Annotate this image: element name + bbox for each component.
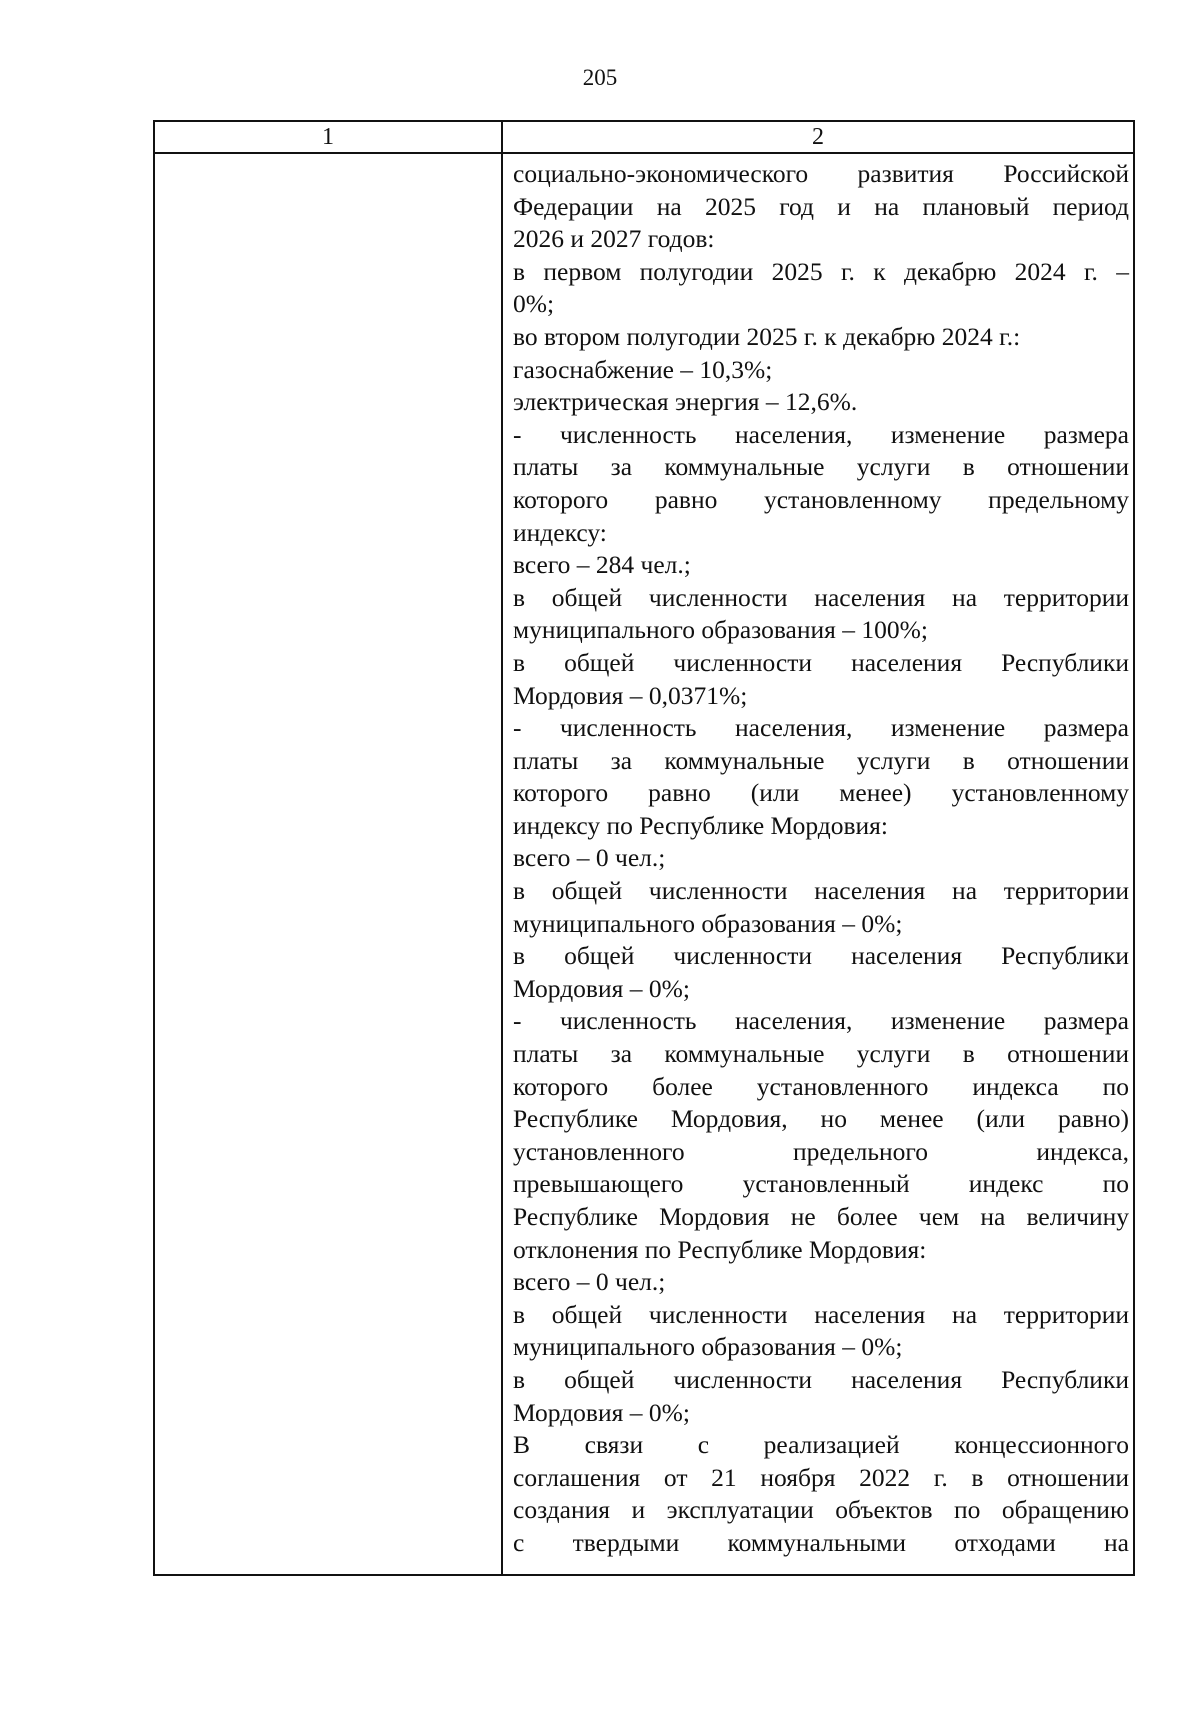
- text-line: платы за коммунальные услуги в отношении: [513, 745, 1129, 775]
- text-line: отклонения по Республике Мордовия:: [513, 1234, 927, 1264]
- text-line: платы за коммунальные услуги в отношении: [513, 452, 1129, 482]
- text-line: с твердыми коммунальными отходами на: [513, 1527, 1129, 1557]
- text-line: 2026 и 2027 годов:: [513, 224, 715, 254]
- text-line: Мордовия – 0%;: [513, 973, 690, 1003]
- text-line: платы за коммунальные услуги в отношении: [513, 1039, 1129, 1069]
- text-line: всего – 0 чел.;: [513, 843, 666, 873]
- column-2-body: [513, 158, 1129, 1560]
- text-line: в общей численности населения на территории: [513, 876, 1129, 906]
- text-line: создания и эксплуатации объектов по обращению: [513, 1495, 1129, 1525]
- text-line: Мордовия – 0,0371%;: [513, 680, 748, 710]
- column-divider: [501, 122, 503, 1574]
- text-line: муниципального образования – 0%;: [513, 908, 903, 938]
- text-line: Мордовия – 0%;: [513, 1397, 690, 1427]
- text-line: - численность населения, изменение размера: [513, 419, 1129, 449]
- text-line: - численность населения, изменение размера: [513, 1006, 1129, 1036]
- text-line: во втором полугодии 2025 г. к декабрю 2024 г.:: [513, 321, 1021, 351]
- text-line: 0%;: [513, 289, 555, 319]
- document-table: [153, 120, 1135, 1576]
- text-line: В связи с реализацией концессионного: [513, 1430, 1129, 1460]
- text-line: в общей численности населения Республики: [513, 1364, 1129, 1394]
- text-line: электрическая энергия – 12,6%.: [513, 387, 858, 417]
- text-line: всего – 0 чел.;: [513, 1267, 666, 1297]
- text-line: превышающего установленный индекс по: [513, 1169, 1129, 1199]
- text-line: муниципального образования – 0%;: [513, 1332, 903, 1362]
- text-line: в общей численности населения Республики: [513, 647, 1129, 677]
- text-line: в общей численности населения на территории: [513, 1299, 1129, 1329]
- text-line: всего – 284 чел.;: [513, 550, 691, 580]
- page-number: 205: [582, 65, 618, 90]
- text-line: которого равно (или менее) установленному: [513, 778, 1129, 808]
- table-header-row: [155, 122, 1133, 154]
- column-1-header: 1: [322, 124, 334, 150]
- text-line: индексу:: [513, 517, 607, 547]
- text-line: установленного предельного индекса,: [513, 1136, 1129, 1166]
- text-line: газоснабжение – 10,3%;: [513, 354, 773, 384]
- text-line: в первом полугодии 2025 г. к декабрю 2024 г. –: [513, 256, 1129, 286]
- text-line: муниципального образования – 100%;: [513, 615, 928, 645]
- text-line: в общей численности населения на территории: [513, 582, 1129, 612]
- text-line: Федерации на 2025 год и на плановый период: [513, 191, 1129, 221]
- text-line: которого более установленного индекса по: [513, 1071, 1129, 1101]
- text-line: соглашения от 21 ноября 2022 г. в отношении: [513, 1462, 1129, 1492]
- text-line: Республике Мордовия, но менее (или равно): [513, 1104, 1129, 1134]
- text-line: - численность населения, изменение размера: [513, 713, 1129, 743]
- text-line: индексу по Республике Мордовия:: [513, 810, 888, 840]
- column-2-header: 2: [812, 124, 824, 150]
- text-line: которого равно установленному предельному: [513, 484, 1129, 514]
- text-line: в общей численности населения Республики: [513, 941, 1129, 971]
- text-line: социально-экономического развития Российской: [513, 159, 1129, 188]
- text-line: Республике Мордовия не более чем на величину: [513, 1202, 1129, 1231]
